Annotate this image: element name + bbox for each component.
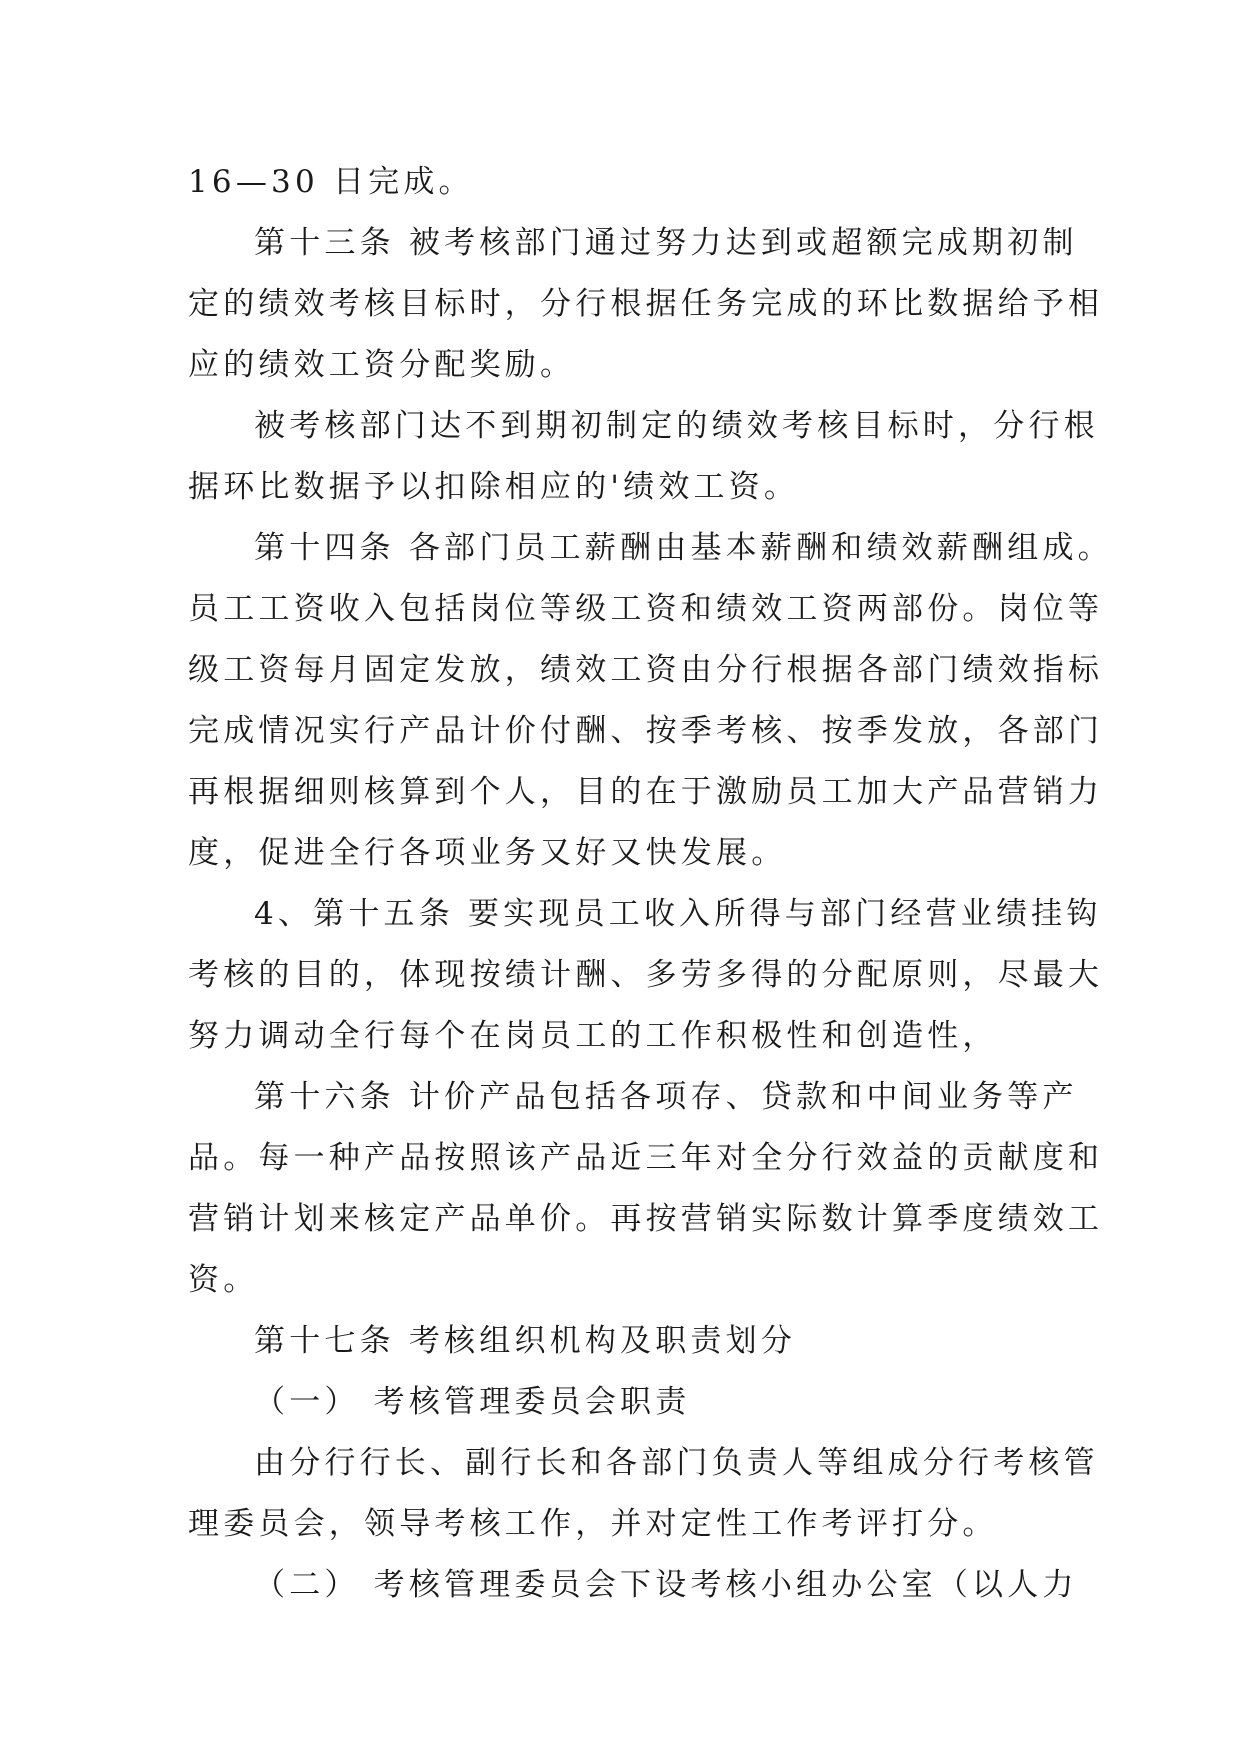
text-line: 理委员会，领导考核工作，并对定性工作考评打分。 [188, 1506, 998, 1542]
text-line: （二） 考核管理委员会下设考核小组办公室（以人力 [254, 1567, 1078, 1603]
text-line: 完成情况实行产品计价付酬、按季考核、按季发放，各部门 [188, 713, 1104, 749]
text-line: 应的绩效工资分配奖励。 [188, 347, 576, 383]
text-line: 16—30 日完成。 [188, 164, 474, 200]
text-line: 考核的目的，体现按绩计酬、多劳多得的分配原则，尽最大 [188, 957, 1104, 993]
text-line: 被考核部门达不到期初制定的绩效考核目标时，分行根 [254, 408, 1099, 444]
text-line: 据环比数据予以扣除相应的'绩效工资。 [188, 469, 800, 505]
text-line: （一） 考核管理委员会职责 [254, 1384, 691, 1420]
text-line: 度，促进全行各项业务又好又快发展。 [188, 835, 787, 871]
text-line: 品。每一种产品按照该产品近三年对全分行效益的贡献度和 [188, 1140, 1104, 1176]
text-line: 由分行行长、副行长和各部门负责人等组成分行考核管 [254, 1445, 1099, 1481]
document-body [188, 152, 1113, 1616]
text-line: 资。 [188, 1262, 259, 1298]
text-line: 营销计划来核定产品单价。再按营销实际数计算季度绩效工 [188, 1201, 1104, 1237]
text-line: 再根据细则核算到个人，目的在于激励员工加大产品营销力 [188, 774, 1104, 810]
text-line: 第十四条 各部门员工薪酬由基本薪酬和绩效薪酬组成。 [254, 530, 1113, 566]
text-line: 努力调动全行每个在岗员工的工作积极性和创造性， [188, 1018, 998, 1054]
text-line: 员工工资收入包括岗位等级工资和绩效工资两部份。岗位等 [188, 591, 1104, 627]
text-line: 4、第十五条 要实现员工收入所得与部门经营业绩挂钩 [254, 896, 1102, 932]
text-line: 第十六条 计价产品包括各项存、贷款和中间业务等产 [254, 1079, 1078, 1115]
text-line: 级工资每月固定发放，绩效工资由分行根据各部门绩效指标 [188, 652, 1104, 688]
text-line: 第十三条 被考核部门通过努力达到或超额完成期初制 [254, 225, 1078, 261]
text-line: 第十七条 考核组织机构及职责划分 [254, 1323, 797, 1359]
text-line: 定的绩效考核目标时，分行根据任务完成的环比数据给予相 [188, 286, 1104, 322]
